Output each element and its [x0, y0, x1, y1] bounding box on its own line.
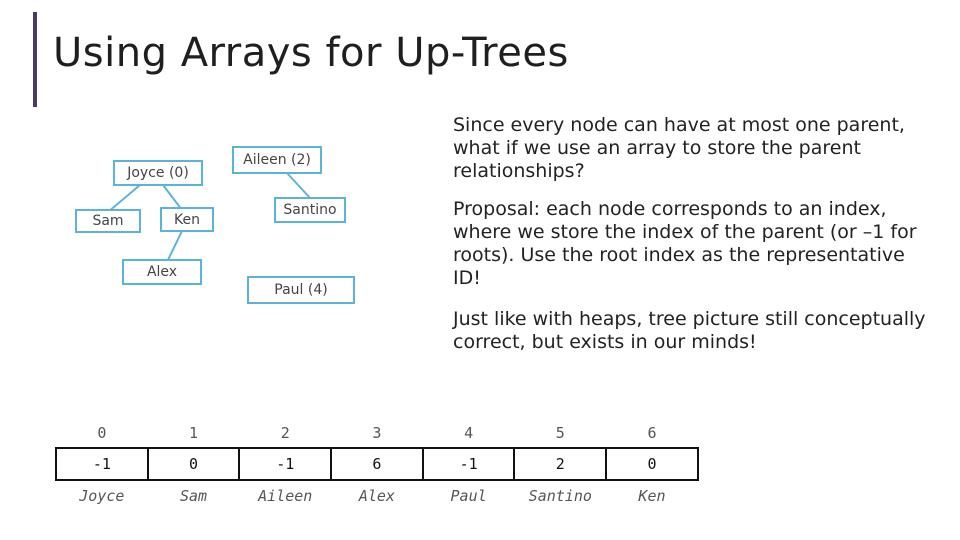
array-node-name: Paul: [450, 486, 487, 505]
array-index-row: [56, 418, 698, 448]
array-index: 3: [372, 423, 382, 442]
array-node-name: Santino: [528, 486, 592, 505]
array-node-name: Joyce: [79, 486, 125, 505]
tree-node-sam: Sam: [75, 209, 141, 233]
array-node-name: Sam: [179, 486, 208, 505]
paragraph-proposal: Proposal: each node corresponds to an index, where we store the index of the parent (or –1 for roots). Use the root index as the representative ID!: [453, 198, 917, 289]
array-index: 6: [647, 423, 657, 442]
array-index: 1: [189, 423, 199, 442]
tree-node-ken: Ken: [160, 207, 214, 232]
parent-array-table: [55, 418, 699, 510]
array-node-name: Aileen: [258, 486, 313, 505]
tree-node-santino: Santino: [274, 197, 346, 223]
edge-sam-joyce: [108, 185, 140, 212]
paragraph-parent-array: Since every node can have at most one parent, what if we use an array to store the parent relationships?: [453, 114, 905, 182]
array-value-row: [56, 448, 698, 480]
array-index: 5: [555, 423, 565, 442]
array-cell: 0: [148, 448, 240, 480]
slide-title: Using Arrays for Up-Trees: [53, 30, 569, 76]
edge-alex-ken: [167, 231, 182, 262]
paragraph-mental-model: Just like with heaps, tree picture still conceptually correct, but exists in our minds!: [453, 308, 926, 353]
tree-node-alex: Alex: [122, 259, 202, 285]
array-cell: -1: [239, 448, 331, 480]
array-cell: -1: [423, 448, 515, 480]
array-node-name: Ken: [638, 486, 666, 505]
tree-node-aileen: Aileen (2): [232, 146, 322, 174]
tree-node-paul: Paul (4): [247, 276, 355, 304]
tree-node-joyce: Joyce (0): [113, 160, 203, 186]
array-name-row: [56, 480, 698, 510]
array-node-name: Alex: [358, 486, 395, 505]
array-index: 0: [97, 423, 107, 442]
array-index: 2: [280, 423, 290, 442]
array-index: 4: [464, 423, 474, 442]
array-cell: 0: [606, 448, 698, 480]
array-cell: 6: [331, 448, 423, 480]
array-cell: 2: [514, 448, 606, 480]
array-cell: -1: [56, 448, 148, 480]
edge-santino-aileen: [287, 173, 310, 198]
